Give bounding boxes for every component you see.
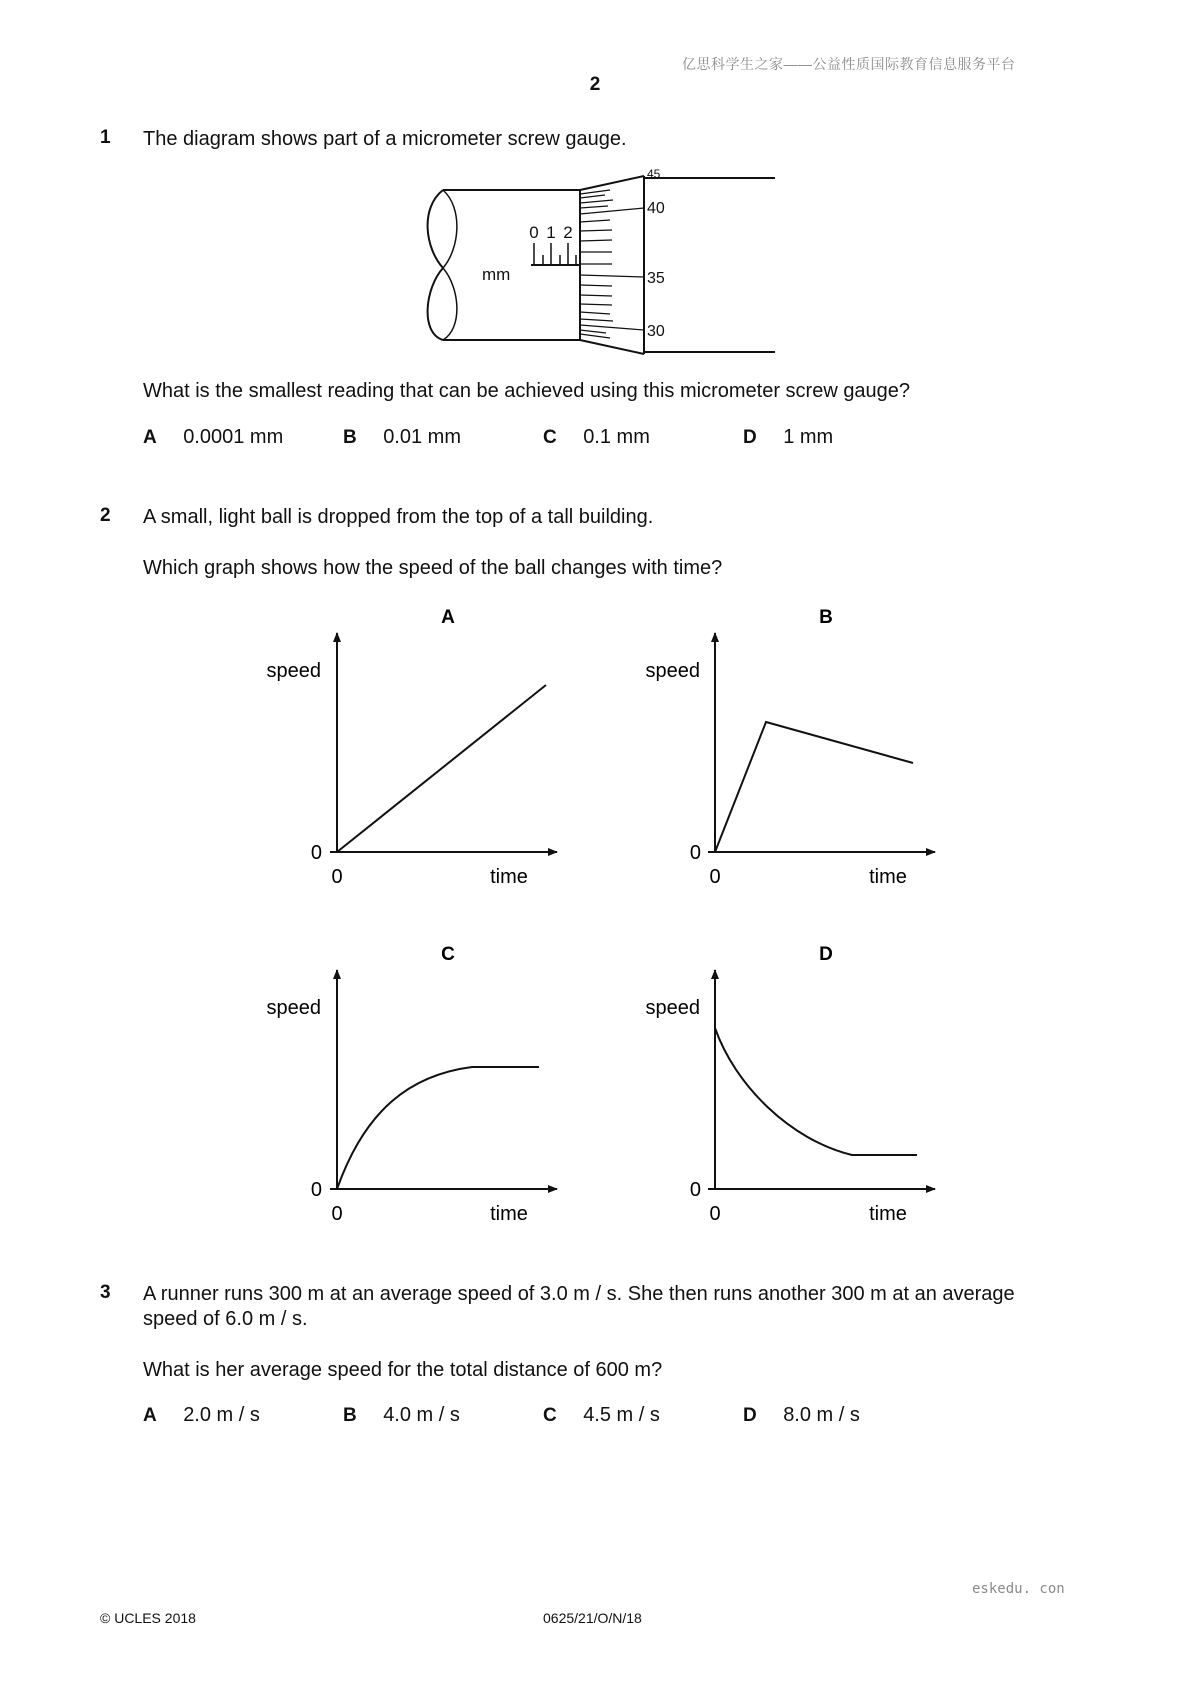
question-3-prompt: What is her average speed for the total distance of 600 m? <box>143 1359 663 1381</box>
question-3-text-line1: A runner runs 300 m at an average speed of 3.0 m / s. She then runs another 300 m at an average <box>143 1283 1015 1305</box>
option-letter: D <box>743 427 757 448</box>
footer-watermark: eskedu. con <box>972 1581 1065 1597</box>
graph-title: A <box>441 607 455 628</box>
y-axis-label: speed <box>266 660 321 682</box>
thimble-label: 30 <box>647 323 665 340</box>
option-value: 8.0 m / s <box>783 1404 860 1426</box>
sleeve-number: 1 <box>546 223 556 242</box>
x-axis-label: time <box>869 866 907 888</box>
sleeve-number: 2 <box>563 223 573 242</box>
footer-code: 0625/21/O/N/18 <box>543 1610 642 1626</box>
x-axis-label: time <box>490 866 528 888</box>
option-value: 2.0 m / s <box>183 1404 260 1426</box>
graph-c[interactable] <box>267 944 558 1225</box>
option-value: 1 mm <box>783 426 834 448</box>
option-letter: B <box>343 1405 357 1426</box>
question-1-prompt: What is the smallest reading that can be achieved using this micrometer screw gauge? <box>143 380 911 402</box>
y-origin-label: 0 <box>689 842 701 864</box>
x-origin-label: 0 <box>331 1203 343 1225</box>
y-axis-label: speed <box>266 997 321 1019</box>
question-1-number: 1 <box>100 127 111 148</box>
graph-b[interactable] <box>646 607 936 888</box>
q3-option-b[interactable] <box>343 1404 460 1427</box>
question-2-prompt: Which graph shows how the speed of the ball changes with time? <box>143 557 723 579</box>
option-value: 4.0 m / s <box>383 1404 460 1426</box>
thimble-label: 45 <box>647 168 661 181</box>
unit-label: mm <box>482 265 511 284</box>
option-value: 0.01 mm <box>383 426 461 448</box>
data-curve <box>715 722 913 852</box>
question-1-text: The diagram shows part of a micrometer screw gauge. <box>143 128 627 150</box>
option-letter: C <box>543 1405 557 1426</box>
q3-option-d[interactable] <box>743 1404 860 1427</box>
option-value: 4.5 m / s <box>583 1404 660 1426</box>
sleeve-number: 0 <box>529 223 539 242</box>
option-letter: D <box>743 1405 757 1426</box>
data-curve <box>337 685 546 852</box>
option-value: 0.0001 mm <box>183 426 284 448</box>
thimble-label: 35 <box>647 270 665 287</box>
x-axis-label: time <box>490 1203 528 1225</box>
x-origin-label: 0 <box>331 866 343 888</box>
y-origin-label: 0 <box>310 842 322 864</box>
page-number: 2 <box>589 74 601 95</box>
x-axis-label: time <box>869 1203 907 1225</box>
graph-a[interactable] <box>267 607 558 888</box>
y-origin-label: 0 <box>310 1179 322 1201</box>
thimble-label: 40 <box>647 200 665 217</box>
data-curve <box>715 1028 917 1155</box>
footer-copyright: © UCLES 2018 <box>100 1610 196 1626</box>
header-watermark: 亿思科学生之家——公益性质国际教育信息服务平台 <box>682 56 1016 72</box>
question-3-text-line2: speed of 6.0 m / s. <box>143 1308 308 1330</box>
question-2-number: 2 <box>100 505 111 526</box>
graph-title: B <box>819 607 833 628</box>
option-letter: C <box>543 427 557 448</box>
graph-title: D <box>819 944 833 965</box>
x-origin-label: 0 <box>709 866 721 888</box>
question-3-number: 3 <box>100 1282 111 1303</box>
option-letter: A <box>143 1405 157 1426</box>
option-value: 0.1 mm <box>583 426 650 448</box>
x-origin-label: 0 <box>709 1203 721 1225</box>
y-axis-label: speed <box>645 997 700 1019</box>
q3-option-a[interactable] <box>143 1404 260 1427</box>
option-letter: A <box>143 427 157 448</box>
question-2-text: A small, light ball is dropped from the top of a tall building. <box>143 506 654 528</box>
y-axis-label: speed <box>645 660 700 682</box>
graph-title: C <box>441 944 455 965</box>
graph-d[interactable] <box>646 944 936 1225</box>
q3-option-c[interactable] <box>543 1404 660 1427</box>
option-letter: B <box>343 427 357 448</box>
data-curve <box>337 1067 539 1189</box>
y-origin-label: 0 <box>689 1179 701 1201</box>
